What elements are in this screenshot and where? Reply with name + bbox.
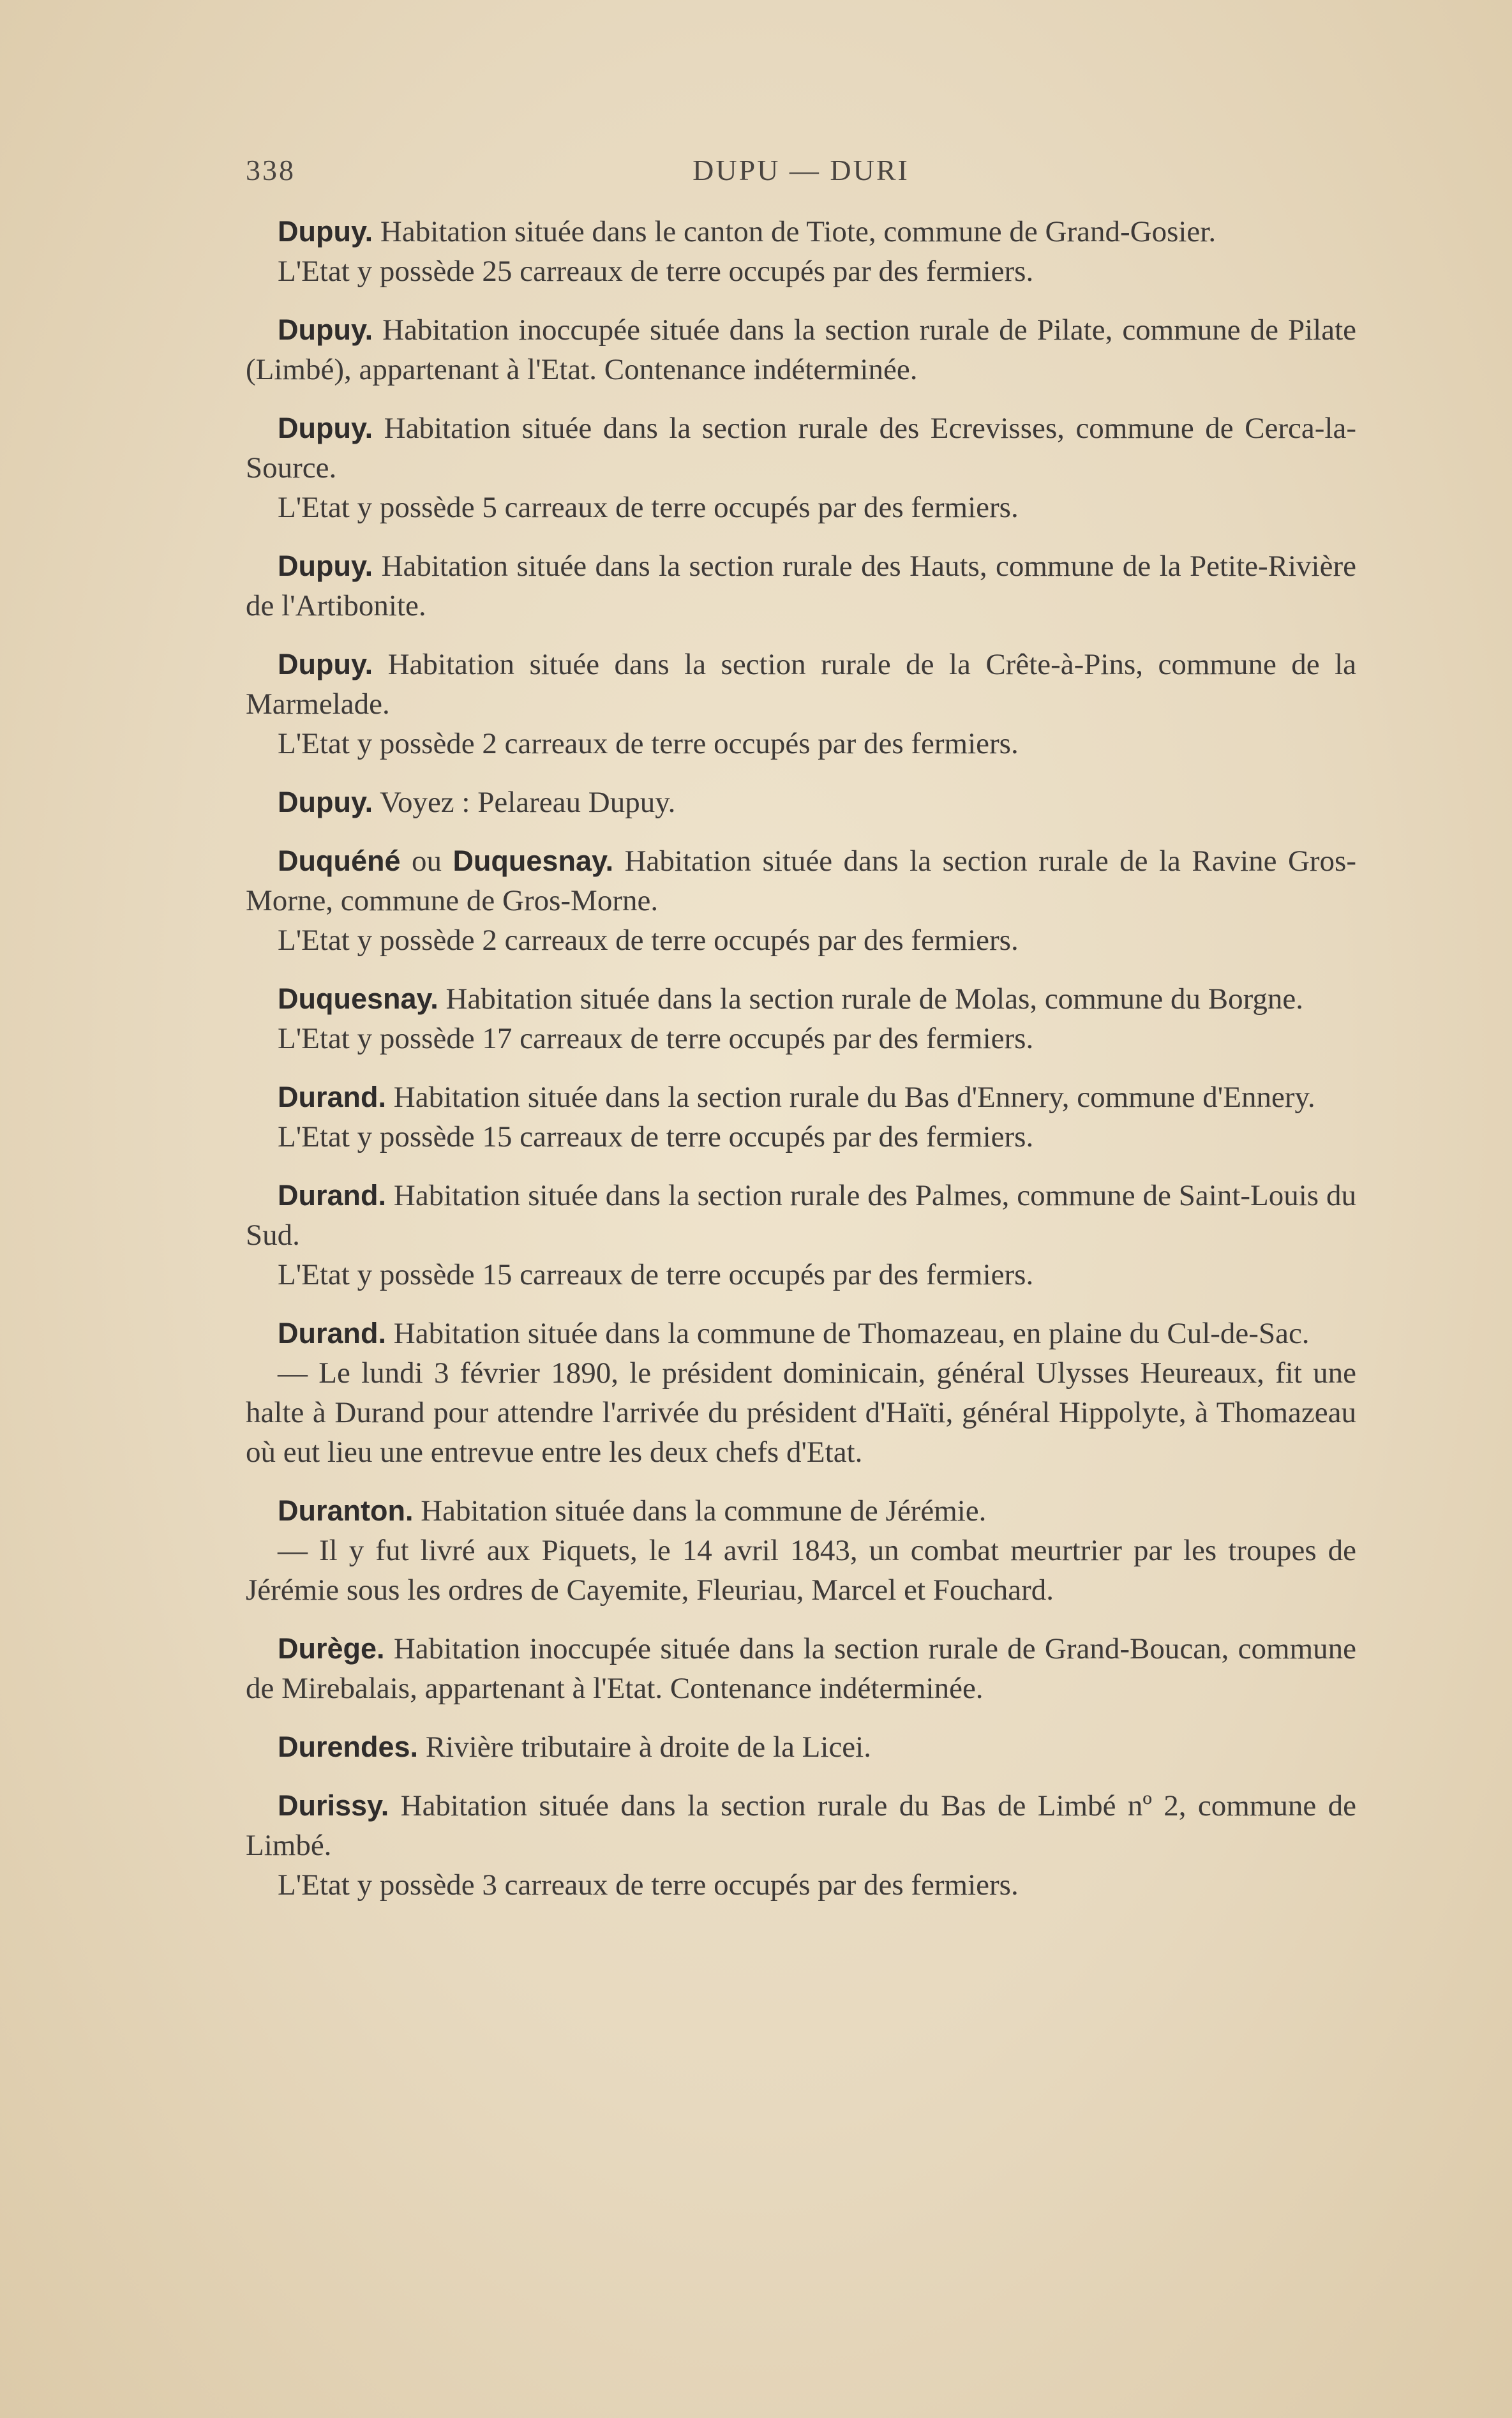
book-page bbox=[246, 153, 1356, 1924]
entry-headword-alt: Duquesnay. bbox=[453, 845, 614, 877]
dictionary-entry bbox=[246, 1314, 1356, 1472]
dictionary-entry bbox=[246, 409, 1356, 527]
entry-text: Habitation inoccupée située dans la section rurale de Grand-Boucan, commune de Mirebalais, appartenant à l'Etat. Contenance indéterminée. bbox=[246, 1632, 1356, 1705]
entry-paragraph bbox=[246, 1629, 1356, 1708]
entry-paragraph bbox=[246, 1786, 1356, 1865]
entry-text: Habitation située dans la section rurale des Palmes, commune de Saint-Louis du Sud. bbox=[246, 1179, 1356, 1252]
entry-text: Habitation située dans la section rurale de la Ravine Gros-Morne, commune de Gros-Morne. bbox=[246, 845, 1357, 917]
dictionary-entry bbox=[246, 546, 1356, 626]
entry-note: L'Etat y possède 15 carreaux de terre occupés par des fermiers. bbox=[278, 1258, 1034, 1291]
entry-note: L'Etat y possède 17 carreaux de terre occupés par des fermiers. bbox=[278, 1022, 1034, 1055]
dictionary-entry bbox=[246, 841, 1356, 960]
entry-text: Habitation située dans la section rurale des Ecrevisses, commune de Cerca-la-Source. bbox=[246, 412, 1356, 484]
entry-headword: Durand. bbox=[278, 1317, 387, 1349]
entry-headword: Durand. bbox=[278, 1081, 387, 1113]
entry-paragraph bbox=[246, 1078, 1356, 1117]
dictionary-entry bbox=[246, 1176, 1356, 1295]
entry-paragraph bbox=[246, 546, 1356, 626]
entry-note: L'Etat y possède 3 carreaux de terre occupés par des fermiers. bbox=[278, 1868, 1019, 1902]
entry-text: Habitation inoccupée située dans la section rurale de Pilate, commune de Pilate (Limbé), appartenant à l'Etat. Contenance indéterminée. bbox=[246, 313, 1356, 386]
entry-paragraph bbox=[246, 979, 1356, 1019]
entry-paragraph bbox=[246, 409, 1356, 488]
entry-text: Habitation située dans la section rurale des Hauts, commune de la Petite-Rivière de l'Artibonite. bbox=[246, 550, 1356, 622]
entry-headword: Dupuy. bbox=[278, 648, 373, 680]
entry-headword: Dupuy. bbox=[278, 313, 373, 346]
entry-paragraph bbox=[246, 1491, 1356, 1531]
entry-paragraph bbox=[246, 1314, 1356, 1353]
entry-note: — Le lundi 3 février 1890, le président dominicain, général Ulysses Heureaux, fit une halte à Durand pour attendre l'arrivée du président d'Haïti, général Hippolyte, à Thomazeau où eut lieu une entrevue entre les deux chefs d'Etat. bbox=[246, 1356, 1356, 1469]
entry-paragraph bbox=[246, 841, 1356, 920]
entry-text: Habitation située dans le canton de Tiote, commune de Grand-Gosier. bbox=[373, 215, 1216, 248]
entry-note: L'Etat y possède 15 carreaux de terre occupés par des fermiers. bbox=[278, 1120, 1034, 1153]
entry-note: L'Etat y possède 2 carreaux de terre occupés par des fermiers. bbox=[278, 924, 1019, 957]
entry-headword: Durand. bbox=[278, 1179, 387, 1212]
entry-headword: Durendes. bbox=[278, 1731, 419, 1763]
entry-paragraph bbox=[246, 1727, 1356, 1767]
dictionary-entry bbox=[246, 310, 1356, 389]
dictionary-entry bbox=[246, 1078, 1356, 1157]
entry-text: Habitation située dans la section rurale de Molas, commune du Borgne. bbox=[438, 982, 1303, 1016]
entry-paragraph bbox=[246, 212, 1356, 252]
entry-headword: Dupuy. bbox=[278, 550, 373, 582]
entry-headword: Durissy. bbox=[278, 1789, 389, 1822]
entry-note: L'Etat y possède 25 carreaux de terre occupés par des fermiers. bbox=[278, 255, 1034, 288]
entry-paragraph bbox=[246, 1176, 1356, 1255]
entry-text: Voyez : Pelareau Dupuy. bbox=[373, 786, 676, 819]
entry-text: Habitation située dans la commune de Thomazeau, en plaine du Cul-de-Sac. bbox=[386, 1317, 1310, 1350]
dictionary-entry bbox=[246, 783, 1356, 822]
entry-text: Rivière tributaire à droite de la Licei. bbox=[418, 1731, 871, 1764]
entry-text: Habitation située dans la section rurale du Bas d'Ennery, commune d'Ennery. bbox=[386, 1081, 1315, 1114]
dictionary-entry bbox=[246, 1786, 1356, 1905]
dictionary-entry bbox=[246, 979, 1356, 1058]
entry-note: — Il y fut livré aux Piquets, le 14 avril 1843, un combat meurtrier par les troupes de Jérémie sous les ordres de Cayemite, Fleuriau, Marcel et Fouchard. bbox=[246, 1534, 1356, 1607]
dictionary-entry bbox=[246, 1491, 1356, 1610]
entry-text: Habitation située dans la section rurale du Bas de Limbé nº 2, commune de Limbé. bbox=[246, 1789, 1356, 1862]
entry-headword: Dupuy. bbox=[278, 412, 373, 444]
entry-list bbox=[246, 212, 1356, 1905]
running-head bbox=[246, 153, 1356, 204]
entry-text: Habitation située dans la section rurale de la Crête-à-Pins, commune de la Marmelade. bbox=[246, 648, 1356, 721]
entry-note: L'Etat y possède 5 carreaux de terre occupés par des fermiers. bbox=[278, 491, 1019, 524]
entry-paragraph bbox=[246, 310, 1356, 389]
entry-paragraph bbox=[246, 783, 1356, 822]
entry-headword: Durège. bbox=[278, 1632, 385, 1665]
entry-headword: Duranton. bbox=[278, 1494, 414, 1527]
running-title: DUPU — DURI bbox=[692, 154, 909, 186]
dictionary-entry bbox=[246, 1629, 1356, 1708]
dictionary-entry bbox=[246, 1727, 1356, 1767]
entry-paragraph bbox=[246, 645, 1356, 724]
entry-note: L'Etat y possède 2 carreaux de terre occupés par des fermiers. bbox=[278, 727, 1019, 760]
entry-joiner: ou bbox=[400, 845, 453, 878]
entry-headword: Dupuy. bbox=[278, 786, 373, 818]
dictionary-entry bbox=[246, 212, 1356, 291]
entry-headword: Duquesnay. bbox=[278, 982, 438, 1015]
entry-headword: Duquéné bbox=[278, 845, 401, 877]
dictionary-entry bbox=[246, 645, 1356, 763]
entry-headword: Dupuy. bbox=[278, 215, 373, 248]
entry-text: Habitation située dans la commune de Jérémie. bbox=[413, 1494, 987, 1528]
page-number: 338 bbox=[246, 154, 296, 186]
